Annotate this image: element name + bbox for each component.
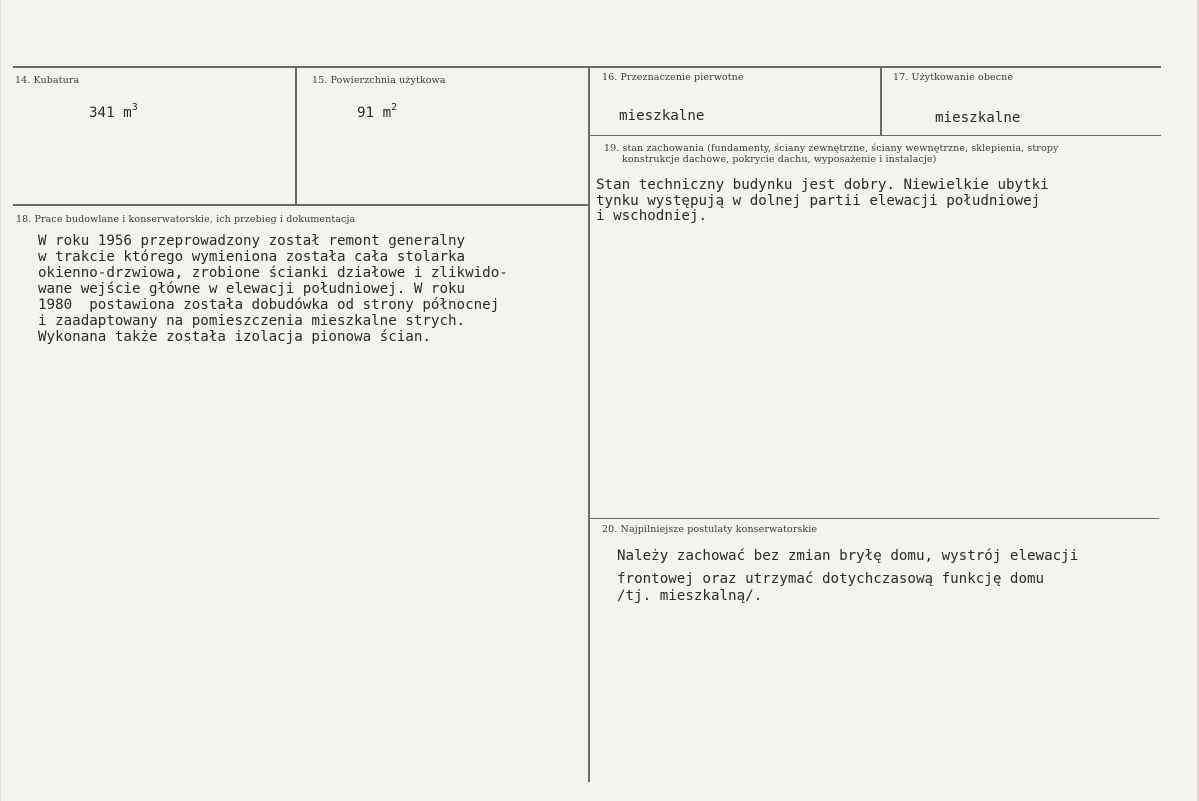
divider-col-16-17 [880, 66, 882, 135]
field-14-exponent: 3 [131, 102, 138, 113]
field-18-label: 18. Prace budowlane i konserwatorskie, ich przebieg i dokumentacja [16, 214, 356, 225]
field-18-line: Wykonana także została izolacja pionowa ścian. [38, 329, 431, 345]
field-15-label: 15. Powierzchnia użytkowa [312, 75, 446, 86]
divider-col-14-15 [295, 66, 297, 205]
field-19-label-line2: konstrukcje dachowe, pokrycie dachu, wyposażenie i instalacje) [622, 154, 937, 165]
field-15-number: 91 m [357, 105, 392, 121]
field-14-number: 341 m [89, 105, 132, 121]
field-19-line: tynku występują w dolnej partii elewacji południowej [596, 193, 1041, 209]
field-14-label: 14. Kubatura [15, 75, 80, 86]
field-16-value: mieszkalne [619, 108, 705, 124]
field-20-label: 20. Najpilniejsze postulaty konserwatorskie [602, 524, 818, 535]
top-rule [13, 66, 1161, 68]
field-17-label: 17. Użytkowanie obecne [893, 72, 1014, 83]
field-16-label: 16. Przeznaczenie pierwotne [602, 72, 744, 83]
field-18-line: 1980 postawiona została dobudówka od strony północnej [38, 297, 500, 313]
field-20-line: /tj. mieszkalną/. [617, 588, 763, 604]
field-15-value [357, 102, 398, 121]
rule-above-20 [589, 518, 1159, 519]
field-18-line: wane wejście główne w elewacji południowej. W roku [38, 281, 466, 297]
rule-below-14-15 [13, 204, 589, 206]
field-19-line: i wschodniej. [596, 208, 708, 224]
field-20-line: frontowej oraz utrzymać dotychczasową funkcję domu [617, 571, 1045, 587]
field-18-line: i zaadaptowany na pomieszczenia mieszkalne strych. [38, 313, 466, 329]
field-15-exponent: 2 [391, 102, 398, 113]
field-18-line: w trakcie którego wymieniona została cała stolarka [38, 249, 466, 265]
field-19-label-line1: 19. stan zachowania (fundamenty, ściany zewnętrzne, ściany wewnętrzne, sklepienia, stropy [604, 143, 1059, 154]
field-18-line: W roku 1956 przeprowadzony został remont generalny [38, 233, 466, 249]
field-20-line: Należy zachować bez zmian bryłę domu, wystrój elewacji [617, 548, 1079, 564]
rule-below-16-17 [589, 135, 1161, 136]
field-14-value [89, 102, 138, 121]
field-18-line: okienno-drzwiowa, zrobione ścianki działowe i zlikwido- [38, 265, 508, 281]
field-19-line: Stan techniczny budynku jest dobry. Niewielkie ubytki [596, 177, 1049, 193]
divider-col-main [588, 66, 590, 782]
field-17-value: mieszkalne [935, 110, 1021, 126]
